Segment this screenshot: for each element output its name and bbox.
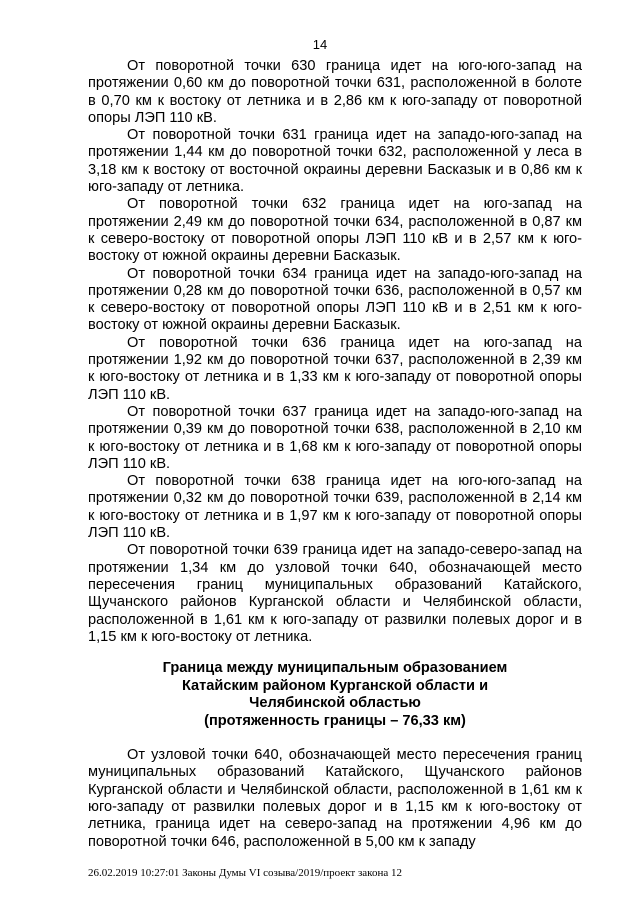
- heading-line: Граница между муниципальным образованием: [162, 660, 508, 677]
- page-number: 14: [312, 37, 328, 52]
- document-footer: 26.02.2019 10:27:01 Законы Думы VI созыва/2019/проект закона 12: [88, 867, 402, 879]
- paragraph: От поворотной точки 637 граница идет на западо-юго-запад на протяжении 0,39 км до поворотной точки 638, расположенной в 2,10 км к юго-востоку от летника и в 1,68 км к юго-западу от поворотной опоры ЛЭП 110 кВ.: [88, 403, 582, 472]
- heading-line: Челябинской областью: [249, 695, 421, 712]
- paragraph: От поворотной точки 638 граница идет на юго-юго-запад на протяжении 0,32 км до поворотной точки 639, расположенной в 2,14 км к юго-востоку от летника и в 1,97 км к юго-западу от поворотной опоры ЛЭП 110 кВ.: [88, 473, 582, 542]
- paragraph: От поворотной точки 630 граница идет на юго-юго-запад на протяжении 0,60 км до поворотной точки 631, расположенной в болоте в 0,70 км к востоку от летника и в 2,86 км к юго-западу от поворотной опоры ЛЭП 110 кВ.: [88, 58, 582, 126]
- document-body: [88, 58, 582, 851]
- paragraph: От поворотной точки 634 граница идет на западо-юго-запад на протяжении 0,28 км до поворотной точки 636, расположенной в 0,57 км к северо-востоку от поворотной опоры ЛЭП 110 кВ и в 2,51 км к юго-востоку от южной окраины деревни Басказык.: [88, 265, 582, 334]
- heading-line: Катайским районом Курганской области и: [181, 677, 489, 694]
- paragraph: От узловой точки 640, обозначающей место пересечения границ муниципальных образований Катайского, Щучанского районов Курганской области и Челябинской области, расположенной в 1,61 км к юго-западу от развилки полевых дорог и в 1,15 км к юго-востоку от летника, граница идет на северо-запад на протяжении 4,96 км до поворотной точки 646, расположенной в 5,00 км к западу: [88, 747, 582, 850]
- heading-line: (протяженность границы – 76,33 км): [204, 712, 466, 729]
- section-heading: [88, 660, 582, 730]
- paragraph: От поворотной точки 639 граница идет на западо-северо-запад на протяжении 1,34 км до узловой точки 640, обозначающей место пересечения границ муниципальных образований Катайского, Щучанского районов Курганской области и Челябинской области, расположенной в 1,61 км к юго-западу от развилки полевых дорог и в 1,15 км к юго-востоку от летника.: [88, 542, 582, 645]
- paragraph: От поворотной точки 636 граница идет на юго-запад на протяжении 1,92 км до поворотной точки 637, расположенной в 2,39 км к юго-востоку от летника и в 1,33 км к юго-западу от поворотной опоры ЛЭП 110 кВ.: [88, 334, 582, 403]
- paragraph: От поворотной точки 632 граница идет на юго-запад на протяжении 2,49 км до поворотной точки 634, расположенной в 0,87 км к северо-востоку от поворотной опоры ЛЭП 110 кВ и в 2,57 км к юго-востоку от южной окраины деревни Басказык.: [88, 196, 582, 265]
- paragraph: От поворотной точки 631 граница идет на западо-юго-запад на протяжении 1,44 км до поворотной точки 632, расположенной у леса в 3,18 км к востоку от восточной окраины деревни Басказык и в 0,86 км к юго-западу от летника.: [88, 127, 582, 196]
